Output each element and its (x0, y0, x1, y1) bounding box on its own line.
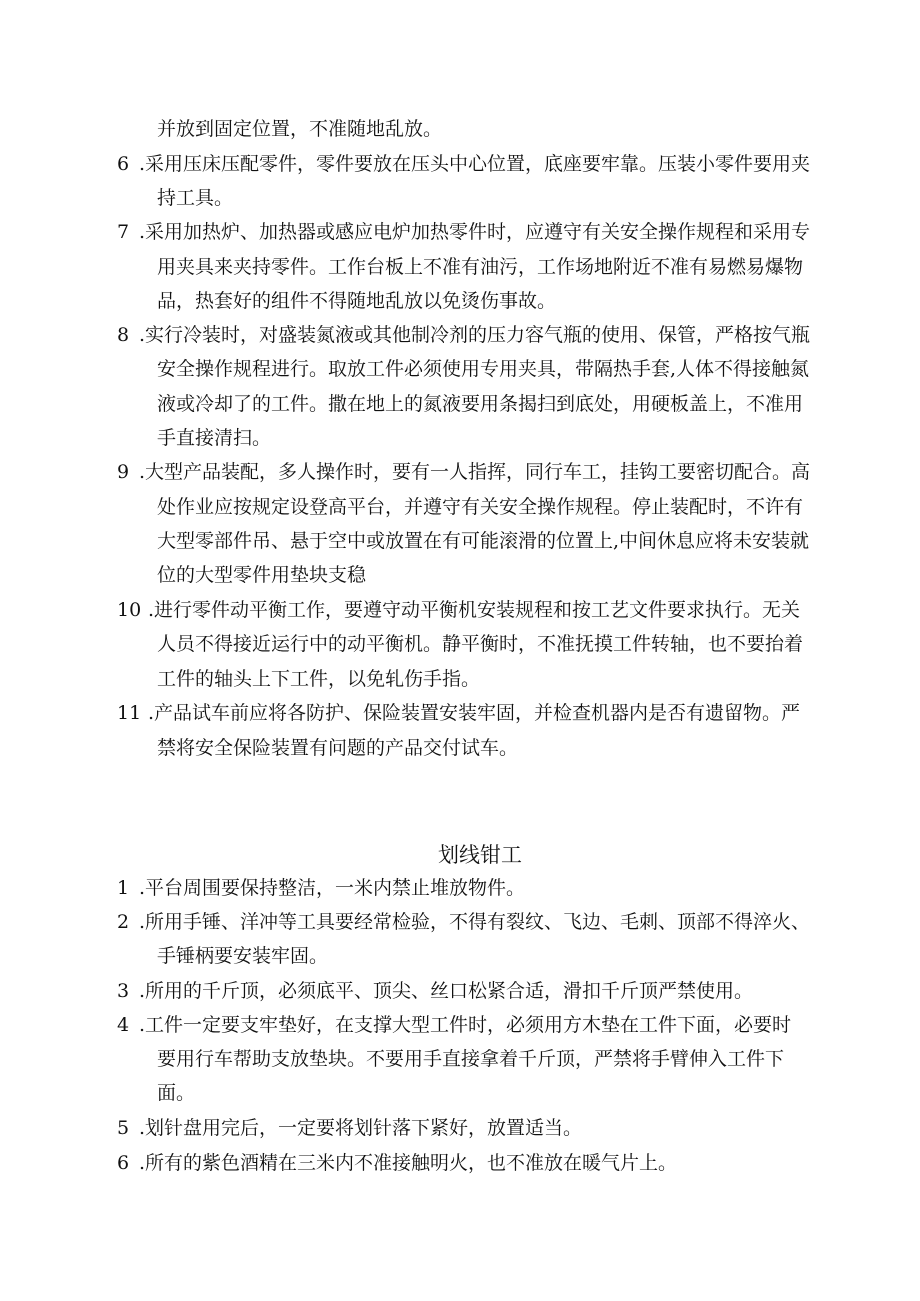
item-number: 6 (117, 1152, 130, 1174)
item-text-line: .所用的千斤顶，必须底平、顶尖、丝口松紧合适，滑扣千斤顶严禁使用。 (139, 980, 754, 1002)
item-number: 8 (117, 324, 130, 346)
item-text-line: .所用手锤、洋冲等工具要经常检验，不得有裂纹、飞边、毛刺、顶部不得淬火、 (139, 911, 811, 933)
item-text-line: .划针盘用完后，一定要将划针落下紧好，放置适当。 (139, 1117, 583, 1139)
item-text-line: 手直接清扫。 (157, 427, 272, 449)
item-text-line: 手锤柄要安装牢固。 (157, 945, 329, 967)
item-number: 9 (117, 461, 130, 483)
item-number: 3 (117, 980, 130, 1002)
item-text-line: .采用加热炉、加热器或感应电炉加热零件时，应遵守有关安全操作规程和采用专 (139, 221, 811, 243)
item-text-line: .平台周围要保持整洁，一米内禁止堆放物件。 (139, 877, 526, 899)
item-text-line: 液或冷却了的工件。撒在地上的氮液要用条揭扫到底处，用硬板盖上，不准用 (157, 393, 804, 415)
item-text-line: 要用行车帮助支放垫块。不要用手直接拿着千斤顶，严禁将手臂伸入工件下 (157, 1048, 785, 1070)
item-number: 4 (117, 1014, 130, 1036)
item-text-line: 品，热套好的组件不得随地乱放以免烫伤事故。 (157, 290, 557, 312)
continuation-text: 并放到固定位置，不准随地乱放。 (157, 118, 443, 140)
item-text-line: .实行冷装时，对盛装氮液或其他制冷剂的压力容气瓶的使用、保管，严格按气瓶 (139, 324, 811, 346)
item-number: 5 (117, 1117, 130, 1139)
item-text-line: 大型零部件吊、悬于空中或放置在有可能滚滑的位置上,中间休息应将未安装就 (157, 530, 810, 552)
item-text-line: .工件一定要支牢垫好，在支撑大型工件时，必须用方木垫在工件下面，必要时 (139, 1014, 792, 1036)
section-heading: 划线钳工 (438, 843, 522, 867)
item-number: 11 (117, 702, 142, 724)
item-text-line: .大型产品装配，多人操作时，要有一人指挥，同行车工，挂钩工要密切配合。高 (139, 461, 811, 483)
item-text-line: 用夹具来夹持零件。工作台板上不准有油污，工作场地附近不准有易燃易爆物 (157, 256, 804, 278)
item-text-line: 禁将安全保险装置有问题的产品交付试车。 (157, 737, 519, 759)
item-number: 10 (117, 599, 142, 621)
item-number: 2 (117, 911, 130, 933)
item-number: 1 (117, 877, 130, 899)
item-text-line: 处作业应按规定设登高平台，并遵守有关安全操作规程。停止装配时，不许有 (157, 496, 804, 518)
item-text-line: 安全操作规程进行。取放工件必须使用专用夹具，带隔热手套,人体不得接触氮 (157, 358, 810, 380)
item-number: 6 (117, 153, 130, 175)
item-text-line: 人员不得接近运行中的动平衡机。静平衡时，不准抚摸工件转轴，也不要抬着 (157, 633, 804, 655)
item-text-line: .所有的紫色酒精在三米内不准接触明火，也不准放在暖气片上。 (139, 1152, 678, 1174)
item-number: 7 (117, 221, 130, 243)
item-text-line: .进行零件动平衡工作，要遵守动平衡机安装规程和按工艺文件要求执行。无关 (148, 599, 801, 621)
item-text-line: .采用压床压配零件，零件要放在压头中心位置，底座要牢靠。压装小零件要用夹 (139, 153, 811, 175)
item-text-line: 面。 (157, 1082, 196, 1104)
item-text-line: .产品试车前应将各防护、保险装置安装牢固，并检查机器内是否有遗留物。严 (148, 702, 801, 724)
item-text-line: 持工具。 (157, 187, 234, 209)
item-text-line: 工件的轴头上下工件，以免轧伤手指。 (157, 668, 481, 690)
item-text-line: 位的大型零件用垫块支稳 (157, 564, 367, 586)
